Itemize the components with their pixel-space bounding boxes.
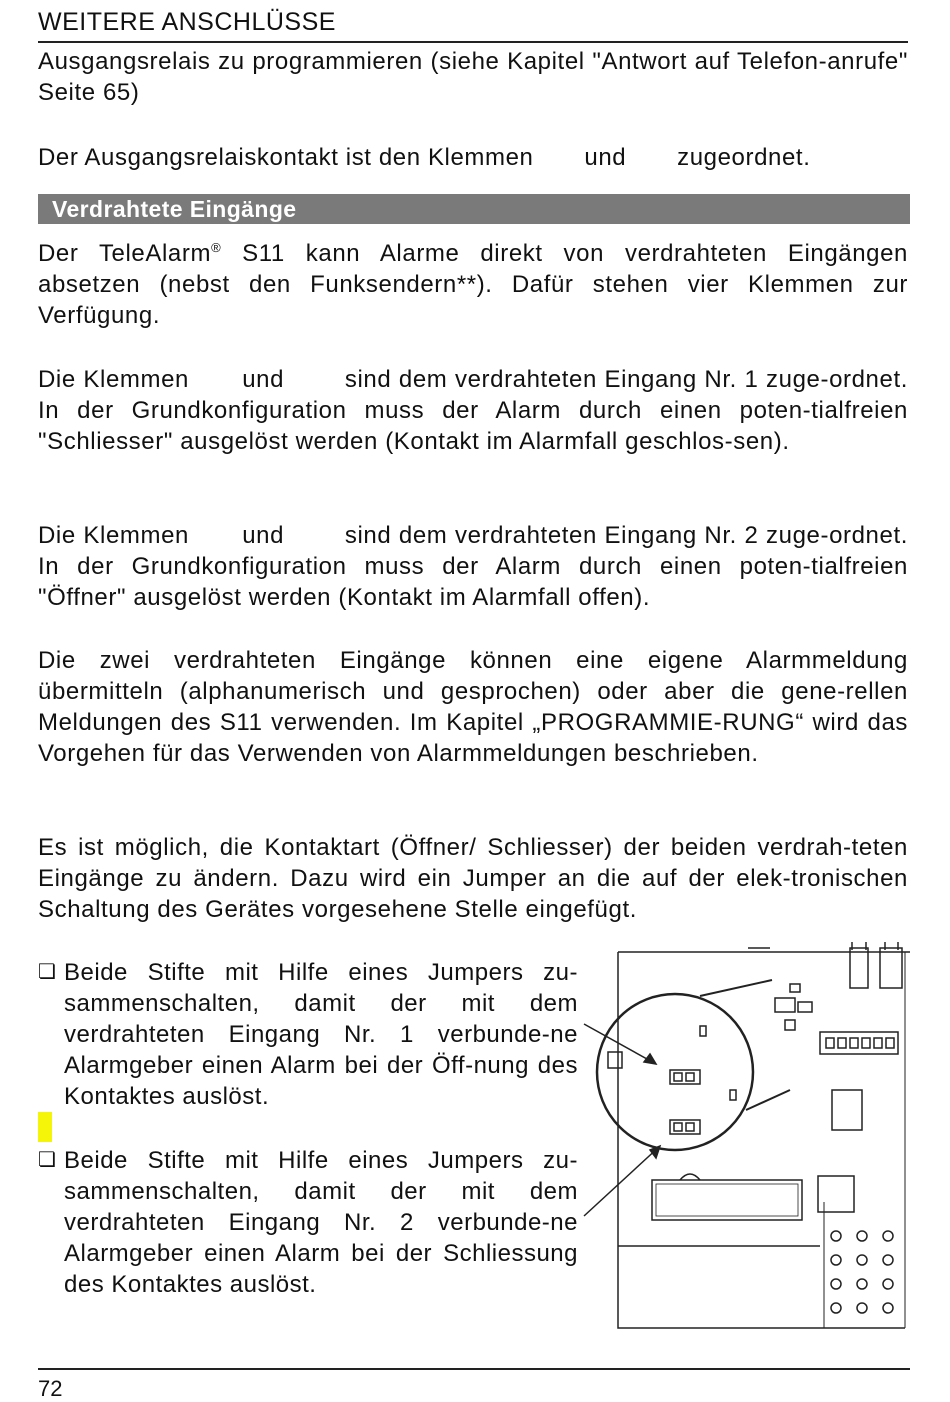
- bullet-list: [38, 957, 578, 1112]
- paragraph-intro: [38, 232, 908, 331]
- list-item: [38, 1145, 578, 1300]
- bullet-list-2: [38, 1145, 578, 1300]
- highlight-marker: [38, 1112, 52, 1142]
- paragraph-relaiskontakt: Der Ausgangsrelaiskontakt ist den Klemmen und zugeordnet.: [38, 144, 811, 171]
- paragraph-alarmmeldungen: Die zwei verdrahteten Eingänge können eine eigene Alarmmeldung übermitteln (alphanumerisch und gesprochen) oder aber die gene-rellen Meldungen des S11 verwenden. Im Kapitel „PROGRAMMIE-RUNG“ wird das Vorgehen für das Verwenden von Alarmmeldungen beschrieben.: [38, 647, 908, 767]
- intro-text-start: Der TeleAlarm: [38, 240, 212, 267]
- paragraph-kontaktart: Es ist möglich, die Kontaktart (Öffner/ Schliesser) der beiden verdrah-teten Eingänge zu ändern. Dazu wird ein Jumper an die auf der elek-tronischen Schaltung des Gerätes vorgesehene Stelle eingefügt.: [38, 834, 908, 923]
- circuit-board-diagram: [580, 940, 910, 1330]
- list-item-text: Beide Stifte mit Hilfe eines Jumpers zu-sammenschalten, damit der mit dem verdrahteten Eingang Nr. 1 verbunde-ne Alarmgeber einen Alarm bei der Öff-nung des Kontaktes auslöst.: [64, 959, 578, 1110]
- checkbox-bullet-icon: ❏: [38, 1149, 57, 1171]
- paragraph-eingang-1: Die Klemmen und sind dem verdrahteten Eingang Nr. 1 zuge-ordnet. In der Grundkonfiguration muss der Alarm durch einen poten-tialfreien "Schliesser" ausgelöst werden (Kontakt im Alarmfall geschlos-sen).: [38, 366, 908, 455]
- list-item: [38, 957, 578, 1112]
- checkbox-bullet-icon: ❏: [38, 961, 57, 983]
- intro-text-end: S11 kann Alarme direkt von verdrahteten Eingängen absetzen (nebst den Funksendern**). Dafür stehen vier Klemmen zur Verfügung.: [38, 240, 909, 329]
- registered-mark: ®: [211, 240, 222, 255]
- paragraph-relais: Ausgangsrelais zu programmieren (siehe Kapitel "Antwort auf Telefon-anrufe" Seite 65): [38, 48, 908, 106]
- list-item-text: Beide Stifte mit Hilfe eines Jumpers zu-sammenschalten, damit der mit dem verdrahteten Eingang Nr. 2 verbunde-ne Alarmgeber einen Alarm bei der Schliessung des Kontaktes auslöst.: [64, 1147, 578, 1298]
- paragraph-eingang-2: Die Klemmen und sind dem verdrahteten Eingang Nr. 2 zuge-ordnet. In der Grundkonfiguration muss der Alarm durch einen poten-tialfreien "Öffner" ausgelöst werden (Kontakt im Alarmfall offen).: [38, 522, 908, 611]
- page-header: WEITERE ANSCHLÜSSE: [38, 8, 908, 43]
- section-title-verdrahtete-eingaenge: Verdrahtete Eingänge: [38, 194, 910, 224]
- page-number: 72: [38, 1376, 63, 1401]
- footer-divider: [38, 1368, 910, 1370]
